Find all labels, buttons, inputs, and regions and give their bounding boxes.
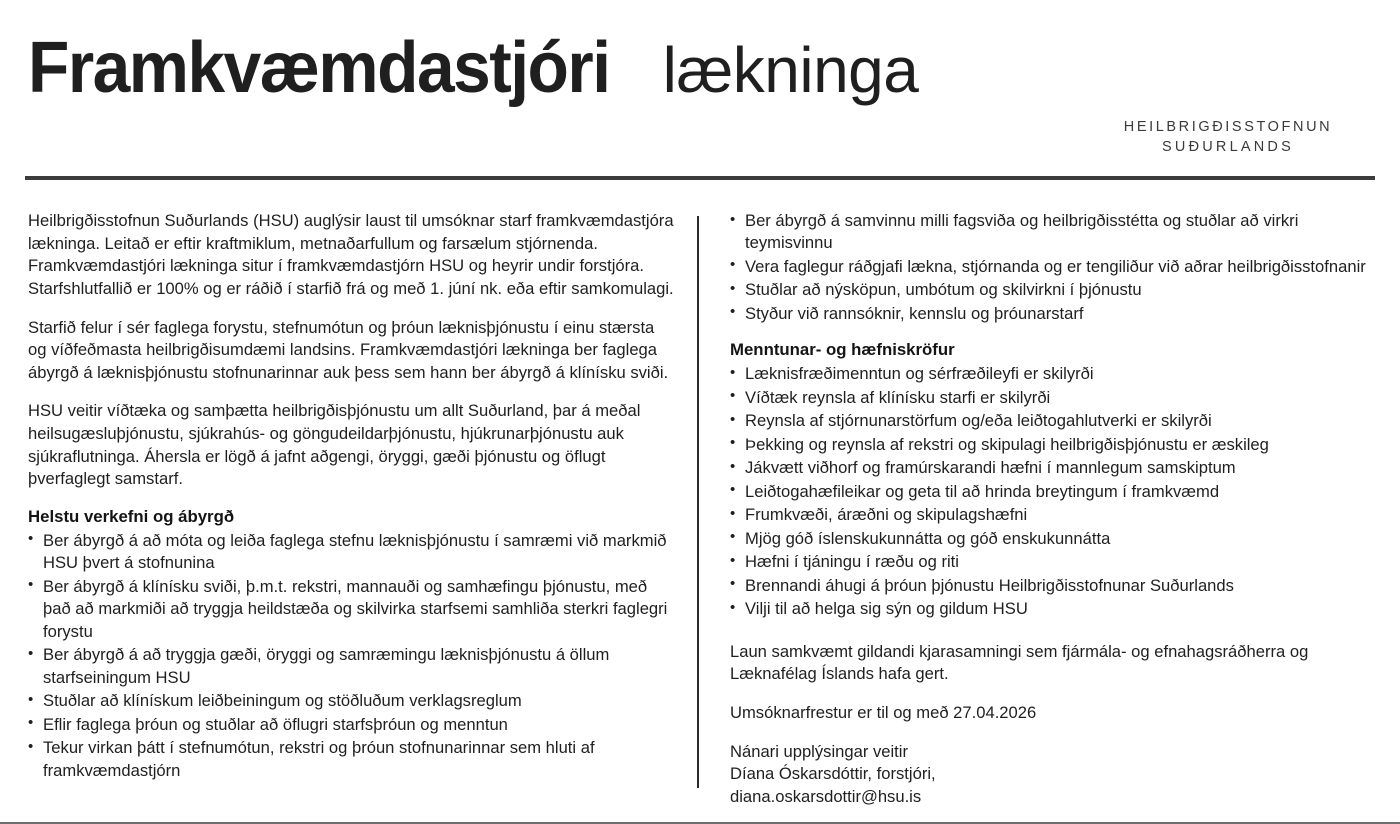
list-item: • Ber ábyrgð á að tryggja gæði, öryggi og samræmingu læknisþjónustu á öllum starfseiningum HSU: [28, 644, 674, 689]
requirements-list: [730, 363, 1380, 620]
list-item: • Eflir faglega þróun og stuðlar að öflugri starfsþróun og menntun: [28, 714, 674, 736]
list-item: • Leiðtogahæfileikar og geta til að hrinda breytingum í framkvæmd: [730, 481, 1380, 503]
list-item: • Styður við rannsóknir, kennslu og þróunarstarf: [730, 303, 1380, 325]
intro-paragraph-2: Starfið felur í sér faglega forystu, stefnumótun og þróun læknisþjónustu í einu stærsta og víðfeðmasta heilbrigðisumdæmi landsins. Framkvæmdastjóri lækninga ber faglega ábyrgð á læknisþjónustu stofnunarinnar auk þess sem hann ber ábyrgð á klínísku sviði.: [28, 317, 669, 382]
organization-wordmark: [1092, 118, 1364, 157]
page-title-primary: Framkvæmdastjóri: [28, 28, 610, 108]
list-item: • Ber ábyrgð á samvinnu milli fagsviða og heilbrigðisstétta og stuðlar að virkri teymisvinnu: [730, 210, 1380, 255]
salary-paragraph: Laun samkvæmt gildandi kjarasamningi sem fjármála- og efnahagsráðherra og Læknafélag Íslands hafa gert.: [730, 641, 1309, 684]
application-deadline: Umsóknarfrestur er til og með 27.04.2026: [730, 702, 1037, 722]
list-item: • Tekur virkan þátt í stefnumótun, rekstri og þróun stofnunarinnar sem hluti af framkvæmdastjórn: [28, 737, 674, 782]
list-item: • Jákvætt viðhorf og framúrskarandi hæfni í mannlegum samskiptum: [730, 457, 1380, 479]
list-item: • Vilji til að helga sig sýn og gildum HSU: [730, 598, 1380, 620]
list-item: • Víðtæk reynsla af klínísku starfi er skilyrði: [730, 387, 1380, 409]
list-item: • Vera faglegur ráðgjafi lækna, stjórnanda og er tengiliður við aðrar heilbrigðisstofnanir: [730, 256, 1380, 278]
list-item: • Mjög góð íslenskukunnátta og góð enskukunnátta: [730, 528, 1380, 550]
hsu-flower-logo-icon: [1176, 8, 1280, 112]
wordmark-line-2: SUÐURLANDS: [1162, 138, 1294, 155]
right-column: [730, 210, 1380, 824]
header-divider-rule: [25, 176, 1375, 180]
page-title-secondary: lækninga: [662, 34, 919, 106]
list-item: • Stuðlar að nýsköpun, umbótum og skilvirkni í þjónustu: [730, 279, 1380, 301]
contact-block: [730, 741, 1380, 809]
ad-header: [0, 0, 1400, 176]
left-column: [28, 210, 674, 796]
list-item: • Læknisfræðimenntun og sérfræðileyfi er skilyrði: [730, 363, 1380, 385]
organization-logo: [1092, 8, 1364, 157]
tasks-list-continued: [730, 210, 1380, 325]
page-title: [28, 28, 919, 108]
intro-paragraph-3: HSU veitir víðtæka og samþætta heilbrigðisþjónustu um allt Suðurland, þar á meðal heilsugæsluþjónustu, sjúkrahús- og göngudeildarþjónustu, hjúkrunarþjónustu auk sjúkraflutninga. Áhersla er lögð á jafnt aðgengi, öryggi, gæði þjónustu og öflugt þverfaglegt samstarf.: [28, 401, 641, 489]
list-item: • Hæfni í tjáningu í ræðu og riti: [730, 551, 1380, 573]
list-item: • Brennandi áhugi á þróun þjónustu Heilbrigðisstofnunar Suðurlands: [730, 575, 1380, 597]
contact-person: Díana Óskarsdóttir, forstjóri,: [730, 764, 936, 784]
tasks-heading: Helstu verkefni og ábyrgð: [28, 507, 235, 527]
list-item: • Stuðlar að klínískum leiðbeiningum og stöðluðum verklagsreglum: [28, 690, 674, 712]
wordmark-line-1: HEILBRIGÐISSTOFNUN: [1123, 119, 1333, 135]
content-columns: [0, 210, 1400, 822]
intro-paragraph-1: Heilbrigðisstofnun Suðurlands (HSU) auglýsir laust til umsóknar starf framkvæmdastjóra lækninga. Leitað er eftir kraftmiklum, metnaðarfullum og farsælum stjórnenda. Framkvæmdastjóri lækninga situr í framkvæmdastjórn HSU og heyrir undir forstjóra. Starfshlutfallið er 100% og er ráðið í starfið frá og með 1. júní nk. eða eftir samkomulagi.: [28, 211, 674, 298]
list-item: • Frumkvæði, áræðni og skipulagshæfni: [730, 504, 1380, 526]
column-divider: [697, 216, 699, 788]
list-item: • Ber ábyrgð á að móta og leiða faglega stefnu læknisþjónustu í samræmi við markmið HSU þvert á stofnunina: [28, 530, 674, 575]
list-item: • Reynsla af stjórnunarstörfum og/eða leiðtogahlutverki er skilyrði: [730, 410, 1380, 432]
requirements-heading: Menntunar- og hæfniskröfur: [730, 340, 955, 360]
contact-email[interactable]: diana.oskarsdottir@hsu.is: [730, 786, 922, 806]
tasks-list: [28, 530, 674, 782]
list-item: • Ber ábyrgð á klínísku sviði, þ.m.t. rekstri, mannauði og samhæfingu þjónustu, með það að markmiði að tryggja heildstæða og skilvirka starfsemi samhliða sterkri faglegri forystu: [28, 576, 674, 643]
contact-intro: Nánari upplýsingar veitir: [730, 741, 909, 761]
list-item: • Þekking og reynsla af rekstri og skipulagi heilbrigðisþjónustu er æskileg: [730, 434, 1380, 456]
